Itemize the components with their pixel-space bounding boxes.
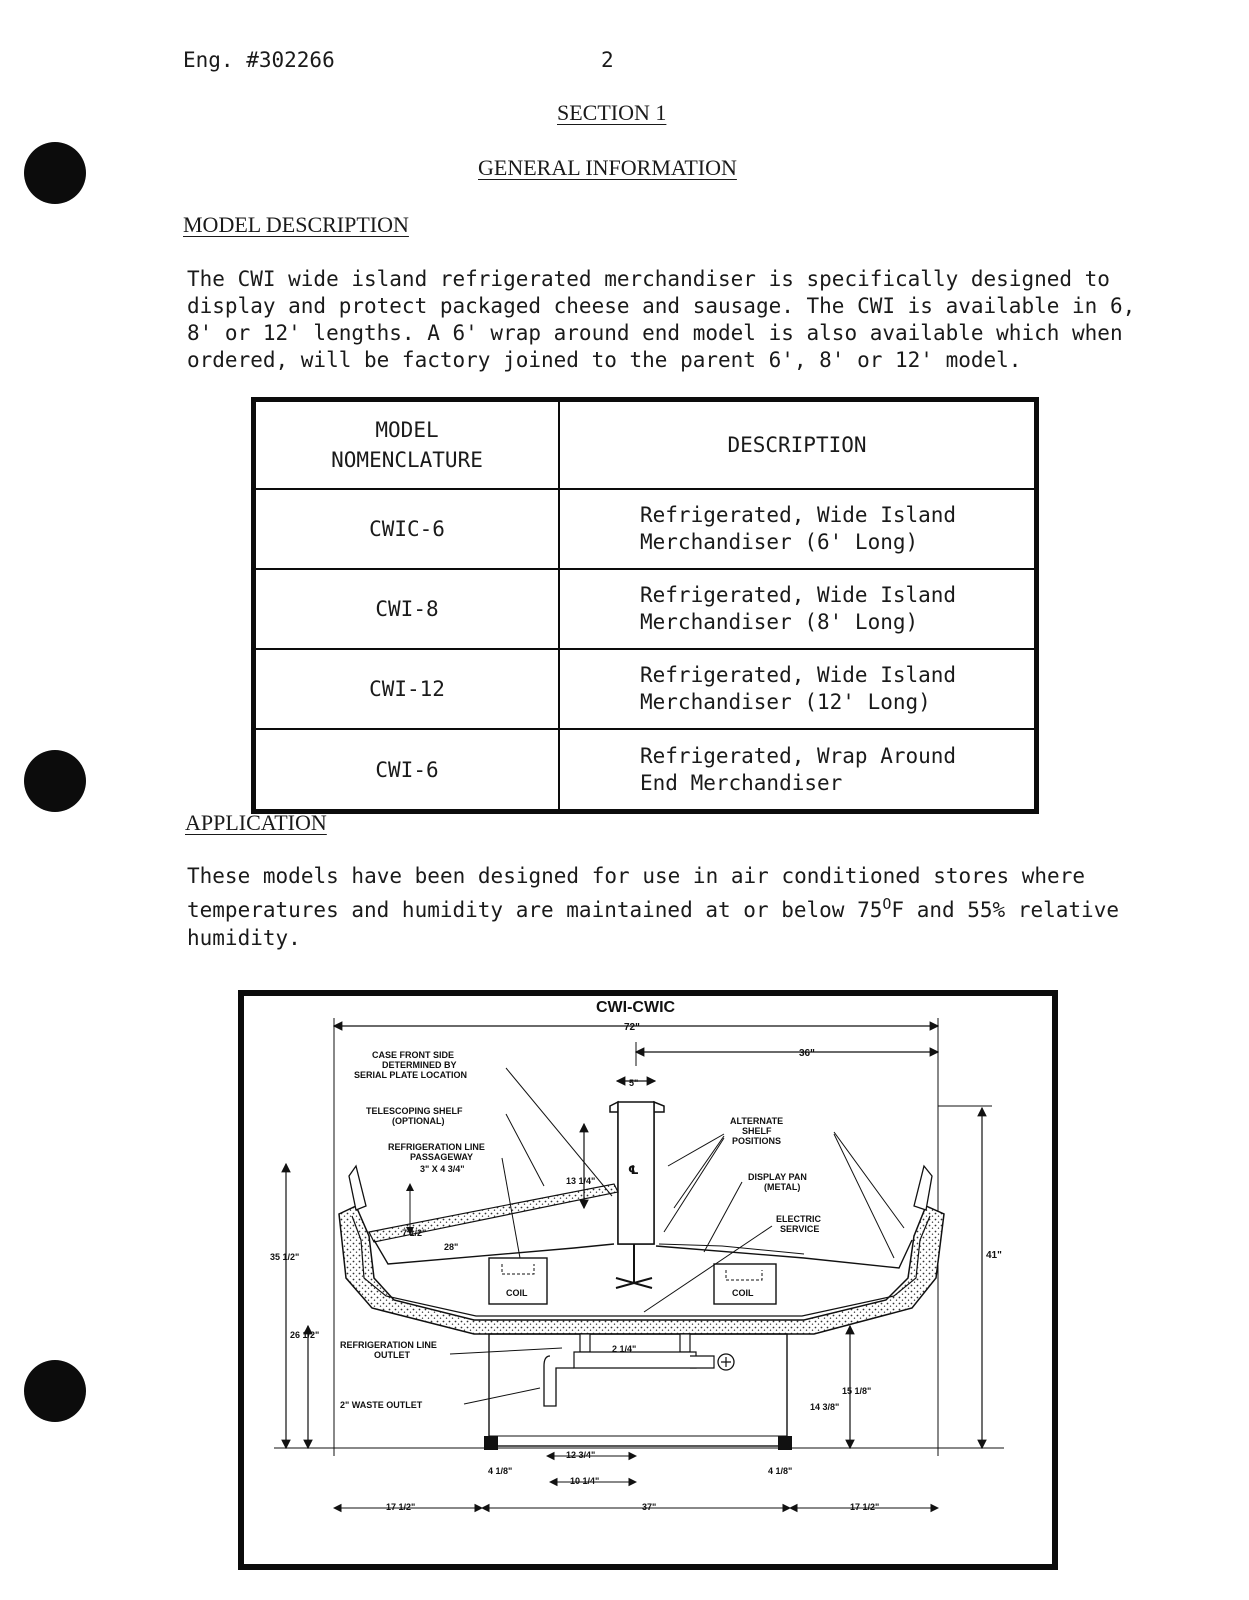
dim-leg-height-b: 14 3/8" — [810, 1402, 840, 1412]
label-alternate: ALTERNATE — [730, 1116, 784, 1126]
label-display-pan: DISPLAY PAN — [748, 1172, 807, 1182]
model-code: CWI-12 — [254, 649, 560, 729]
table-row — [254, 649, 1037, 729]
label-optional: (OPTIONAL) — [392, 1116, 445, 1126]
dim-overall-height: 41" — [986, 1250, 1002, 1261]
application-paragraph — [187, 862, 1119, 952]
dim-foot-left: 4 1/8" — [488, 1466, 513, 1476]
dim-shelf-rise: 7 1/2" — [402, 1228, 427, 1238]
paragraph-line: The CWI wide island refrigerated merchandiser is specifically designed to — [187, 267, 1110, 291]
dim-base-a: 12 3/4" — [566, 1450, 596, 1460]
dim-shelf-height: 13 1/4" — [566, 1176, 596, 1186]
dim-pipe-center: 2 1/4" — [612, 1344, 637, 1354]
label-serial-plate: SERIAL PLATE LOCATION — [354, 1070, 468, 1080]
dim-half-width: 36" — [799, 1048, 815, 1059]
model-description: Refrigerated, Wide Island Merchandiser (12' Long) — [559, 649, 1037, 729]
engineering-number: Eng. #302266 — [183, 48, 335, 72]
paragraph-line: 8' or 12' lengths. A 6' wrap around end model is also available which when — [187, 321, 1123, 345]
binder-hole-top — [24, 142, 86, 204]
paragraph-line: humidity. — [187, 926, 301, 950]
label-case-front-side: CASE FRONT SIDE — [372, 1050, 455, 1060]
dim-bottom-mid: 37" — [642, 1502, 657, 1512]
label-passageway-size: 3" X 4 3/4" — [420, 1164, 465, 1174]
model-nomenclature-header: MODEL NOMENCLATURE — [254, 400, 560, 490]
label-electric: ELECTRIC — [776, 1214, 821, 1224]
table-header-row — [254, 400, 1037, 490]
dim-bottom-right: 17 1/2" — [850, 1502, 880, 1512]
description-header: DESCRIPTION — [559, 400, 1037, 490]
binder-hole-middle — [24, 750, 86, 812]
coil-label-left: COIL — [506, 1288, 528, 1298]
label-metal: (METAL) — [764, 1182, 801, 1192]
model-code: CWI-8 — [254, 569, 560, 649]
label-passageway: PASSAGEWAY — [410, 1152, 474, 1162]
model-code: CWIC-6 — [254, 489, 560, 569]
table-row — [254, 569, 1037, 649]
label-refrigeration-line-outlet: REFRIGERATION LINE — [340, 1340, 437, 1350]
dim-top-width: 5" — [629, 1078, 639, 1088]
model-description: Refrigerated, Wide Island Merchandiser (8' Long) — [559, 569, 1037, 649]
dim-side-height: 35 1/2" — [270, 1252, 300, 1262]
paragraph-line: These models have been designed for use in air conditioned stores where — [187, 864, 1085, 888]
coil-label-right: COIL — [732, 1288, 754, 1298]
dim-base-b: 10 1/4" — [570, 1476, 600, 1486]
table-row — [254, 729, 1037, 811]
paragraph-line: display and protect packaged cheese and sausage. The CWI is available in 6, — [187, 294, 1136, 318]
dim-base-height: 26 1/2" — [290, 1330, 320, 1340]
model-description: Refrigerated, Wide Island Merchandiser (6' Long) — [559, 489, 1037, 569]
table-row — [254, 489, 1037, 569]
dim-foot-right: 4 1/8" — [768, 1466, 793, 1476]
dim-bottom-left: 17 1/2" — [386, 1502, 416, 1512]
label-outlet: OUTLET — [374, 1350, 410, 1360]
dim-overall-width: 72" — [624, 1022, 640, 1033]
section-number: SECTION 1 — [557, 100, 667, 125]
model-description-paragraph — [187, 266, 1136, 374]
paragraph-line: ordered, will be factory joined to the parent 6', 8' or 12' model. — [187, 348, 1022, 372]
centerline-symbol: ℄ — [628, 1163, 639, 1177]
label-service: SERVICE — [780, 1224, 820, 1234]
case-cross-section-diagram — [244, 996, 1052, 1564]
label-determined-by: DETERMINED BY — [382, 1060, 457, 1070]
figure-title: CWI-CWIC — [596, 999, 676, 1016]
model-table — [251, 397, 1039, 814]
cross-section-figure — [238, 990, 1058, 1570]
page-number: 2 — [601, 48, 614, 72]
label-refrigeration-line: REFRIGERATION LINE — [388, 1142, 485, 1152]
dim-shelf-depth: 28" — [444, 1242, 459, 1252]
model-code: CWI-6 — [254, 729, 560, 811]
binder-hole-bottom — [24, 1360, 86, 1422]
application-heading: APPLICATION — [185, 810, 327, 835]
label-telescoping-shelf: TELESCOPING SHELF — [366, 1106, 463, 1116]
model-description-heading: MODEL DESCRIPTION — [183, 212, 409, 237]
model-description: Refrigerated, Wrap Around End Merchandiser — [559, 729, 1037, 811]
dim-leg-height-a: 15 1/8" — [842, 1386, 872, 1396]
label-shelf: SHELF — [742, 1126, 772, 1136]
label-positions: POSITIONS — [732, 1136, 782, 1146]
paragraph-line: temperatures and humidity are maintained at or below $75^OF$ and 55% relative — [187, 895, 1119, 922]
section-title: GENERAL INFORMATION — [478, 155, 737, 180]
label-waste-outlet: 2" WASTE OUTLET — [340, 1400, 423, 1410]
